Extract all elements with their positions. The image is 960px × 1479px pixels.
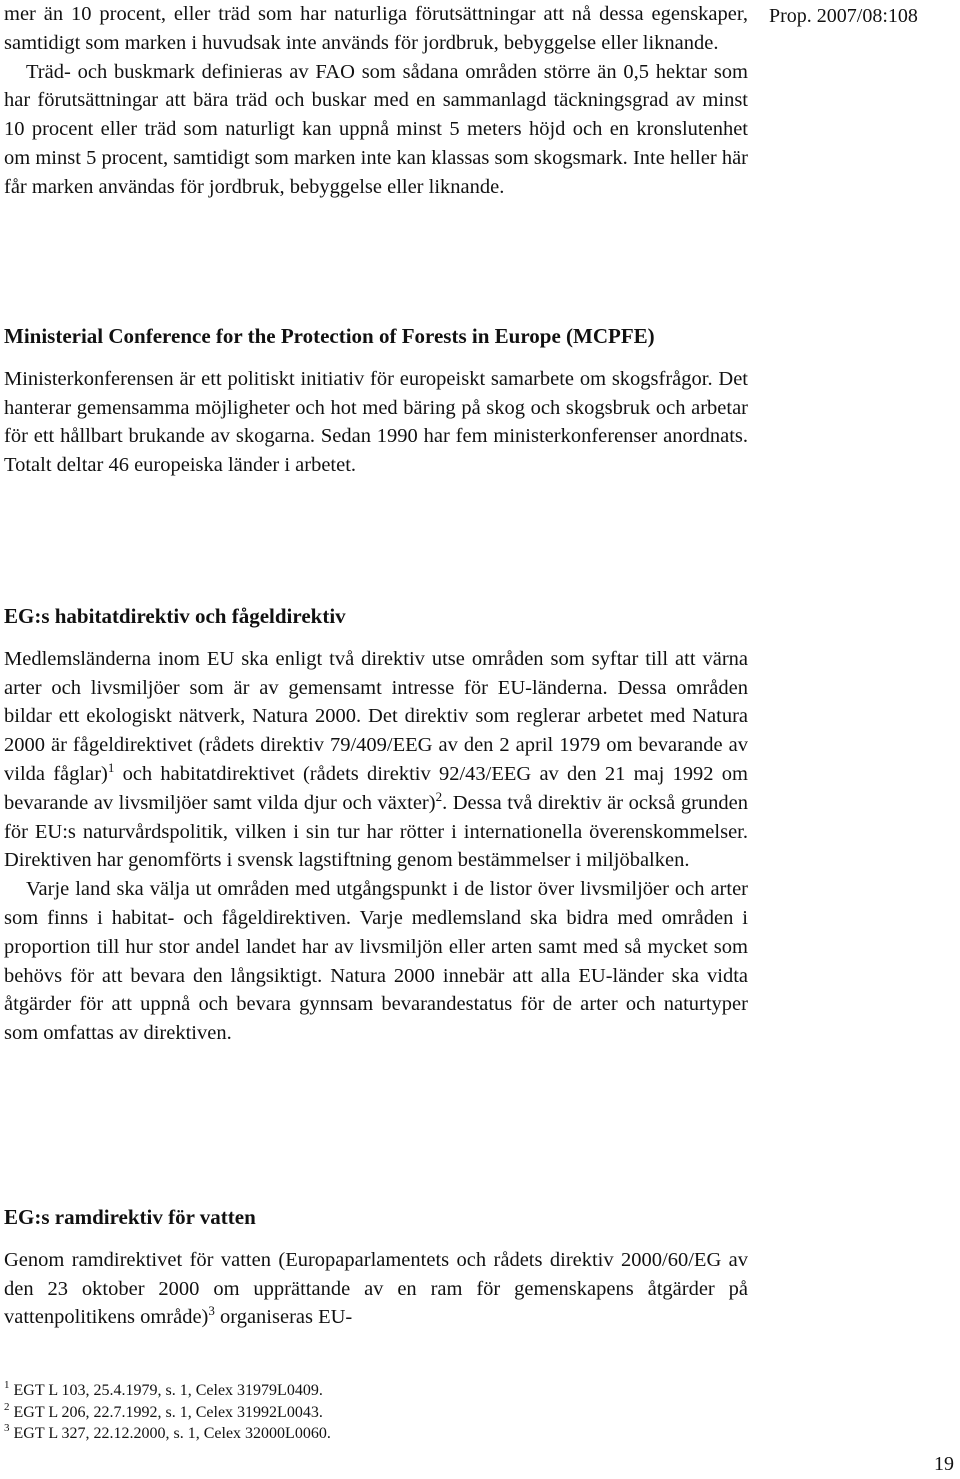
water-paragraph-part-a: Genom ramdirektivet för vatten (Europaparlamentets och rådets direktiv 2000/60/EG av den 23 oktober 2000 om upprättande av en ram för gemenskapens åtgärder på vattenpolitikens område): [4, 1248, 748, 1329]
habitat-paragraph-2: Varje land ska välja ut områden med utgångspunkt i de listor över livsmiljöer och arter som finns i habitat- och fågeldirektiven. Varje medlemsland ska bidra med områden i proportion till hur stor andel landet har av livsmiljön eller arten samt med så mycket som behövs för att bevara den långsiktigt. Natura 2000 innebär att alla EU-länder ska vidta åtgärder för att uppnå och bevara gynnsam bevarandestatus för de arter och naturtyper som omfattas av direktiven.: [4, 878, 748, 1045]
water-heading: EG:s ramdirektiv för vatten: [4, 1205, 256, 1229]
mcpfe-paragraph: Ministerkonferensen är ett politiskt initiativ för europeiskt samarbete om skogsfrågor. Det hanterar gemensamma möjligheter och hot med bäring på skog och skogsbruk och arbetar för ett hållbart brukande av skogarna. Sedan 1990 har fem ministerkonferenser anordnats. Totalt deltar 46 europeiska länder i arbetet.: [4, 367, 748, 477]
footnote-ref-2: 2: [435, 788, 443, 804]
habitat-paragraph-1-part-b: och habitatdirektivet (rådets direktiv 92/43/EEG av den 21 maj 1992 om bevarande av livsmiljöer samt vilda djur och växter): [4, 762, 748, 814]
habitat-paragraph-1-part-c: . Dessa två direktiv är också grunden för EU:s naturvårdspolitik, vilken i sin tur har rötter i internationella överenskommelser. Direktiven har genomförts i svensk lagstiftning genom bestämmelser i miljöbalken.: [4, 791, 748, 872]
mcpfe-heading: Ministerial Conference for the Protection of Forests in Europe (MCPFE): [4, 324, 655, 348]
proposition-reference: Prop. 2007/08:108: [769, 5, 918, 27]
footnote-1: [4, 1380, 704, 1402]
habitat-paragraph-1: [4, 645, 748, 875]
intro-paragraph-2-text: Träd- och buskmark definieras av FAO som sådana områden större än 0,5 hektar som har förutsättningar att bära träd och buskar med en sammanlagd täckningsgrad av minst 10 procent eller träd som naturligt kan uppnå minst 5 meters höjd och en kronslutenhet om minst 5 procent, samtidigt som marken inte kan klassas som skogsmark. Inte heller här får marken användas för jordbruk, bebyggelse eller liknande.: [4, 60, 748, 198]
footnote-2-text: EGT L 206, 22.7.1992, s. 1, Celex 31992L0043.: [9, 1403, 323, 1421]
habitat-paragraph-1-part-a: Medlemsländerna inom EU ska enligt två direktiv utse områden som syftar till att värna arter och livsmiljöer som är av gemensamt intresse för EU-länderna. Dessa områden bildar ett ekologiskt nätverk, Natura 2000. Det direktiv som reglerar arbetet med Natura 2000 är fågeldirektivet (rådets direktiv 79/409/EEG av den 2 april 1979 om bevarande av vilda fåglar): [4, 647, 748, 785]
habitat-heading: EG:s habitatdirektiv och fågeldirektiv: [4, 604, 346, 628]
mcpfe-section: [4, 322, 748, 480]
intro-section: [4, 0, 748, 202]
footnote-3: [4, 1423, 704, 1445]
water-paragraph: [4, 1246, 748, 1332]
footnote-1-text: EGT L 103, 25.4.1979, s. 1, Celex 31979L0409.: [9, 1382, 323, 1399]
footnote-ref-1: 1: [107, 759, 115, 775]
footnote-1-number: 1: [4, 1379, 10, 1391]
page-number: 19: [934, 1453, 954, 1475]
footnote-ref-3: 3: [208, 1303, 215, 1319]
footnote-3-text: EGT L 327, 22.12.2000, s. 1, Celex 32000L0060.: [9, 1425, 331, 1442]
water-section: [4, 1203, 748, 1332]
footnote-2: [4, 1402, 704, 1424]
habitat-section: [4, 602, 748, 1048]
intro-paragraph-1: mer än 10 procent, eller träd som har naturliga förutsättningar att nå dessa egenskaper, samtidigt som marken i huvudsak inte används för jordbruk, bebyggelse eller liknande.: [4, 3, 748, 54]
water-paragraph-part-b: organiseras EU-: [214, 1306, 353, 1329]
footnotes: [4, 1380, 704, 1445]
intro-paragraph-2: [4, 58, 748, 202]
footnote-2-number: 2: [4, 1400, 10, 1413]
footnote-3-number: 3: [4, 1422, 10, 1434]
